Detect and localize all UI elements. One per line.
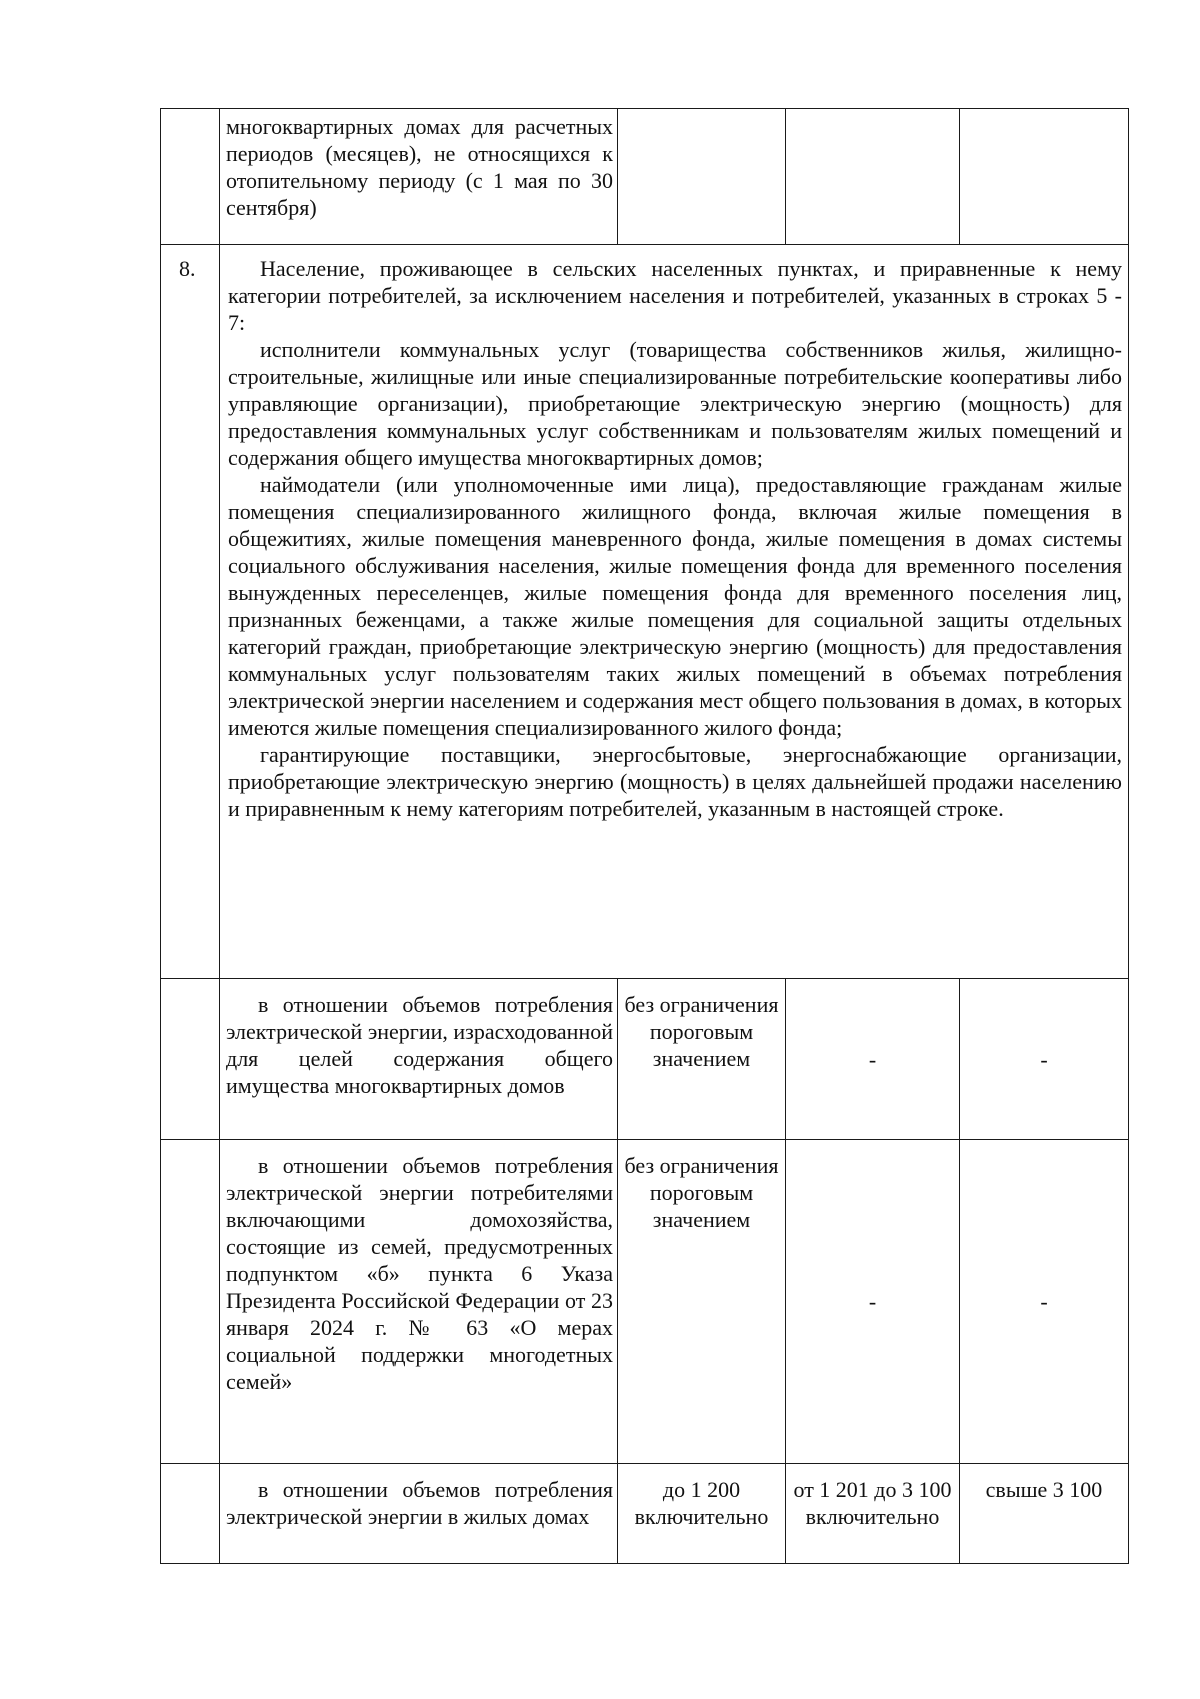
paragraph-intro: Население, проживающее в сельских населенных пунктах, и приравненные к нему категории потребителей, за исключением населения и потребителей, указанных в строках 5 - 7:: [228, 256, 1122, 335]
table-row: [161, 245, 1129, 979]
row-number-cell: [161, 109, 220, 245]
row-description: [220, 245, 1129, 979]
table-row: [161, 109, 1129, 245]
paragraph-suppliers: гарантирующие поставщики, энергосбытовые, энергоснабжающие организации, приобретающие электрическую энергию (мощность) в целях дальнейшей продажи населению и приравненным к нему категориям потребителей, указанным в настоящей строке.: [228, 742, 1122, 821]
row-description: в отношении объемов потребления электрической энергии в жилых домах: [220, 1464, 618, 1564]
threshold-cell-3: -: [960, 979, 1129, 1140]
row-number-cell: [161, 1464, 220, 1564]
row-description: в отношении объемов потребления электрической энергии потребителями включающими домохозяйства, состоящие из семей, предусмотренных подпунктом «б» пункта 6 Указа Президента Российской Федерации от 23 января 2024 г. № 63 «О мерах социальной поддержки многодетных семей»: [220, 1140, 618, 1464]
table-row: [161, 1464, 1129, 1564]
row-number-cell: [161, 979, 220, 1140]
threshold-cell-3: -: [960, 1140, 1129, 1464]
row-number-cell: [161, 1140, 220, 1464]
row-description: многоквартирных домах для расчетных периодов (месяцев), не относящихся к отопительному периоду (с 1 мая по 30 сентября): [220, 109, 618, 245]
tariff-table: [160, 108, 1129, 1564]
threshold-cell-2: -: [786, 1140, 960, 1464]
row-description: в отношении объемов потребления электрической энергии, израсходованной для целей содержания общего имущества многоквартирных домов: [220, 979, 618, 1140]
threshold-cell-1: [618, 109, 786, 245]
threshold-cell-2: -: [786, 979, 960, 1140]
table-row: [161, 979, 1129, 1140]
threshold-cell-2: от 1 201 до 3 100 включительно: [786, 1464, 960, 1564]
paragraph-landlords: наймодатели (или уполномоченные ими лица), предоставляющие гражданам жилые помещения специализированного жилищного фонда, включая жилые помещения в общежитиях, жилые помещения маневренного фонда, жилые помещения в домах системы социального обслуживания населения, жилые помещения фонда для временного поселения вынужденных переселенцев, жилые помещения фонда для временного поселения лиц, признанных беженцами, а также жилые помещения для социальной защиты отдельных категорий граждан, приобретающие электрическую энергию (мощность) для предоставления коммунальных услуг пользователям таких жилых помещений в объемах потребления электрической энергии населением и содержания мест общего пользования в домах, в которых имеются жилые помещения специализированного жилого фонда;: [228, 472, 1122, 740]
threshold-cell-3: свыше 3 100: [960, 1464, 1129, 1564]
threshold-cell-1: без ограничения пороговым значением: [618, 1140, 786, 1464]
table-row: [161, 1140, 1129, 1464]
threshold-cell-1: до 1 200 включительно: [618, 1464, 786, 1564]
row-number-cell: 8.: [161, 245, 220, 979]
threshold-cell-2: [786, 109, 960, 245]
paragraph-utility-providers: исполнители коммунальных услуг (товарищества собственников жилья, жилищно-строительные, жилищные или иные специализированные потребительские кооперативы либо управляющие организации), приобретающие электрическую энергию (мощность) для предоставления коммунальных услуг собственникам и пользователям жилых помещений и содержания общего имущества многоквартирных домов;: [228, 337, 1122, 470]
threshold-cell-3: [960, 109, 1129, 245]
threshold-cell-1: без ограничения пороговым значением: [618, 979, 786, 1140]
